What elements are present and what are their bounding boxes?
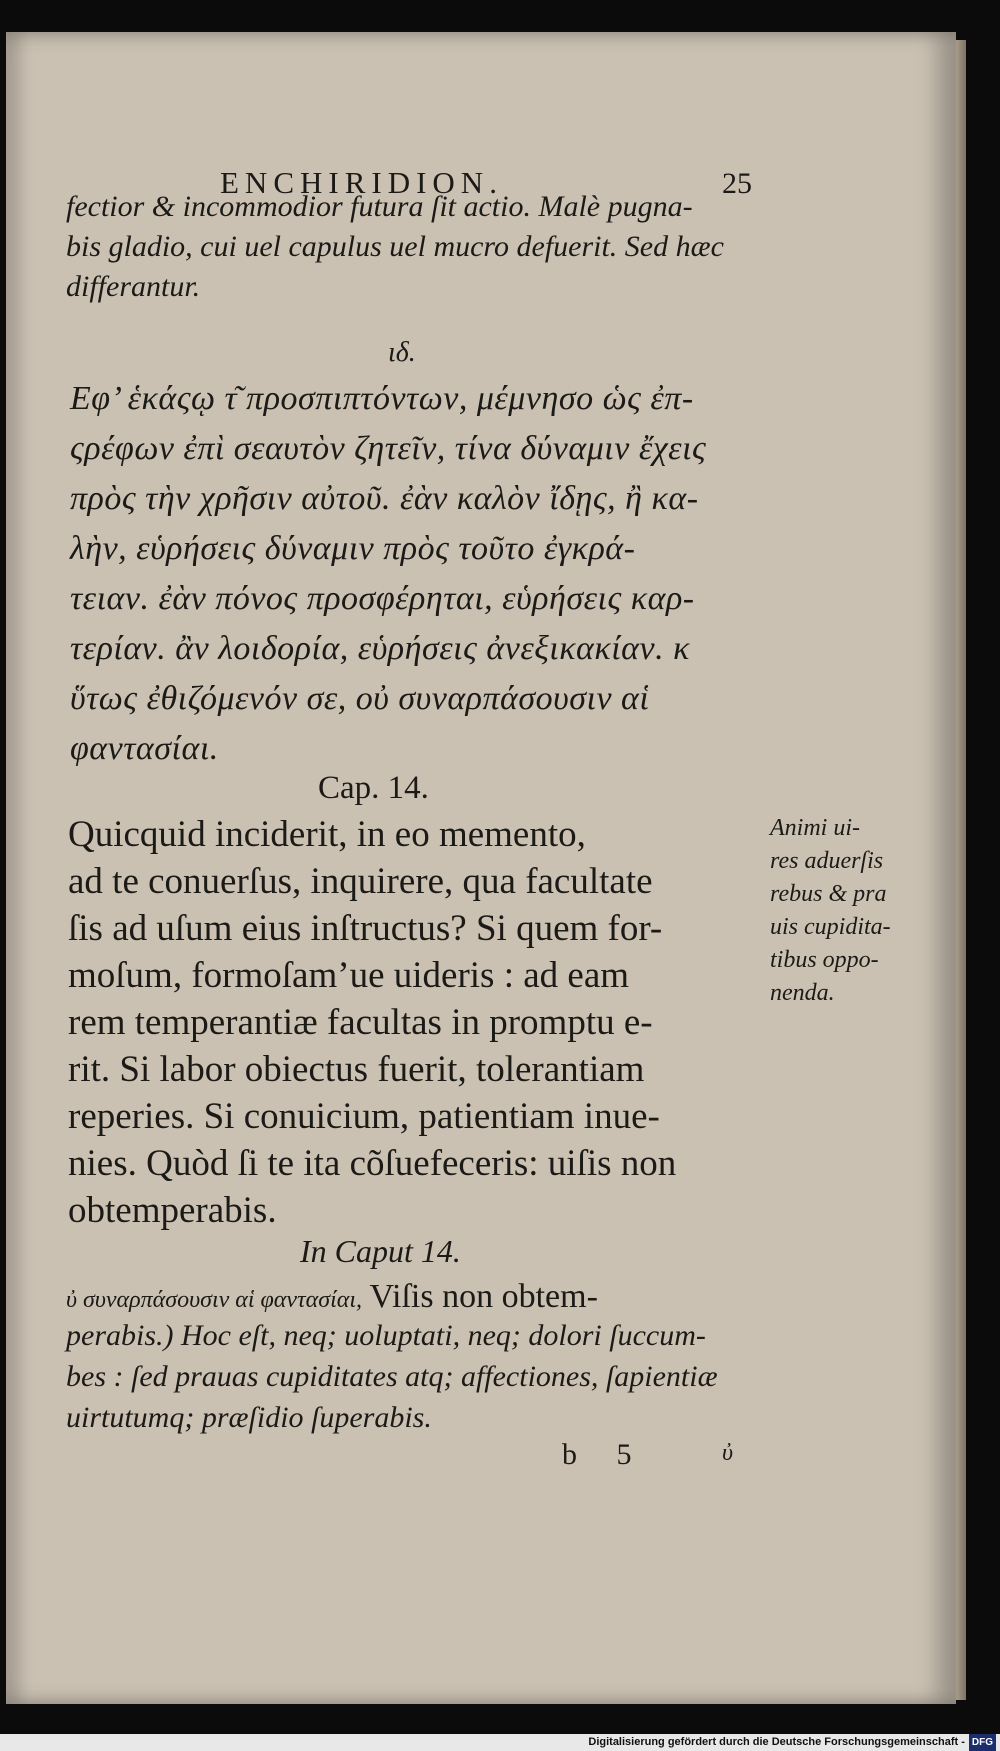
commentary-latin-lemma: Viſis non obtem- [369,1278,598,1315]
chapter-text-line: rem temperantiæ facultas in promptu e- [68,1002,653,1043]
commentary-line: perabis.) Hoc eſt, neq; uoluptati, neq; dolori ſuccum- [66,1319,706,1352]
running-head: ENCHIRIDION. [220,165,503,200]
greek-line: τερίαν. ἂν λοιδορία, εὑρήσεις ἀνεξικακίαν. κ [70,630,690,667]
commentary-line: uirtutumq; præſidio ſuperabis. [66,1401,432,1434]
chapter-text-line: nies. Quòd ſi te ita cõſuefeceris: uiſis non [68,1143,677,1184]
greek-section-number: ιδ. [388,337,416,368]
chapter-text-line: rit. Si labor obiectus fuerit, tolerantiam [68,1049,645,1090]
chapter-text-line: moſum, formoſam’ue uideris : ad eam [68,955,630,996]
dfg-logo: DFG [969,1734,996,1751]
greek-line: πρὸς τὴν χρῆσιν αὐτοῦ. ἐὰν καλὸν ἴδῃς, ἢ κα- [70,480,699,517]
greek-line: ὕτως ἐθιζόμενόν σε, οὐ συναρπάσουσιν αἱ [70,680,650,717]
chapter-text-line: ſis ad uſum eius inſtructus? Si quem for- [68,908,663,949]
chapter-text-line: ad te conuerſus, inquirere, qua facultate [68,861,653,902]
chapter-text-line: Quicquid inciderit, in eo memento, [68,814,586,855]
margin-note-line: Animi ui- [770,815,860,841]
margin-note-line: rebus & pra [770,881,887,907]
margin-note-line: nenda. [770,980,835,1006]
margin-note-line: uis cupidita- [770,914,891,940]
prior-text-line: bis gladio, cui uel capulus uel mucro defuerit. Sed hæc [66,230,724,263]
greek-line: Εφ’ ἑκάςῳ τ͂ προσπιπτόντων, μέμνησο ὡς ἐπ- [70,380,694,417]
greek-line: φαντασίαι. [70,730,219,767]
funding-note: Digitalisierung gefördert durch die Deutsche Forschungsgemeinschaft - [588,1736,965,1748]
page-fore-edge [956,40,966,1700]
commentary-heading: In Caput 14. [300,1233,461,1269]
greek-line: λὴν, εὑρήσεις δύναμιν πρὸς τοῦτο ἐγκρά- [70,530,636,567]
margin-note-line: tibus oppo- [770,947,879,973]
page-number: 25 [722,167,752,200]
catchword: ὐ [722,1440,734,1466]
commentary-line: bes : ſed prauas cupiditates atq; affectiones, ſapientiæ [66,1360,718,1393]
prior-text-line: differantur. [66,270,201,303]
chapter-heading: Cap. 14. [318,770,429,806]
greek-line: ςρέφων ἐπὶ σεαυτὸν ζητεῖν, τίνα δύναμιν ἔχεις [70,430,707,467]
commentary-greek-lemma: ὐ συναρπάσουσιν αἱ φαντασίαι, [66,1287,363,1313]
commentary-first-line [66,1278,598,1316]
signature-mark: b 5 [562,1438,632,1471]
margin-note-line: res aduerſis [770,848,884,874]
greek-line: τειαν. ἐὰν πόνος προσφέρηται, εὑρήσεις καρ- [70,580,695,617]
prior-text-line: fectior & incommodior futura ſit actio. Malè pugna- [66,190,693,223]
digitization-footer [0,1734,1000,1751]
chapter-text-line: obtemperabis. [68,1190,277,1231]
chapter-text-line: reperies. Si conuicium, patientiam inue- [68,1096,660,1137]
